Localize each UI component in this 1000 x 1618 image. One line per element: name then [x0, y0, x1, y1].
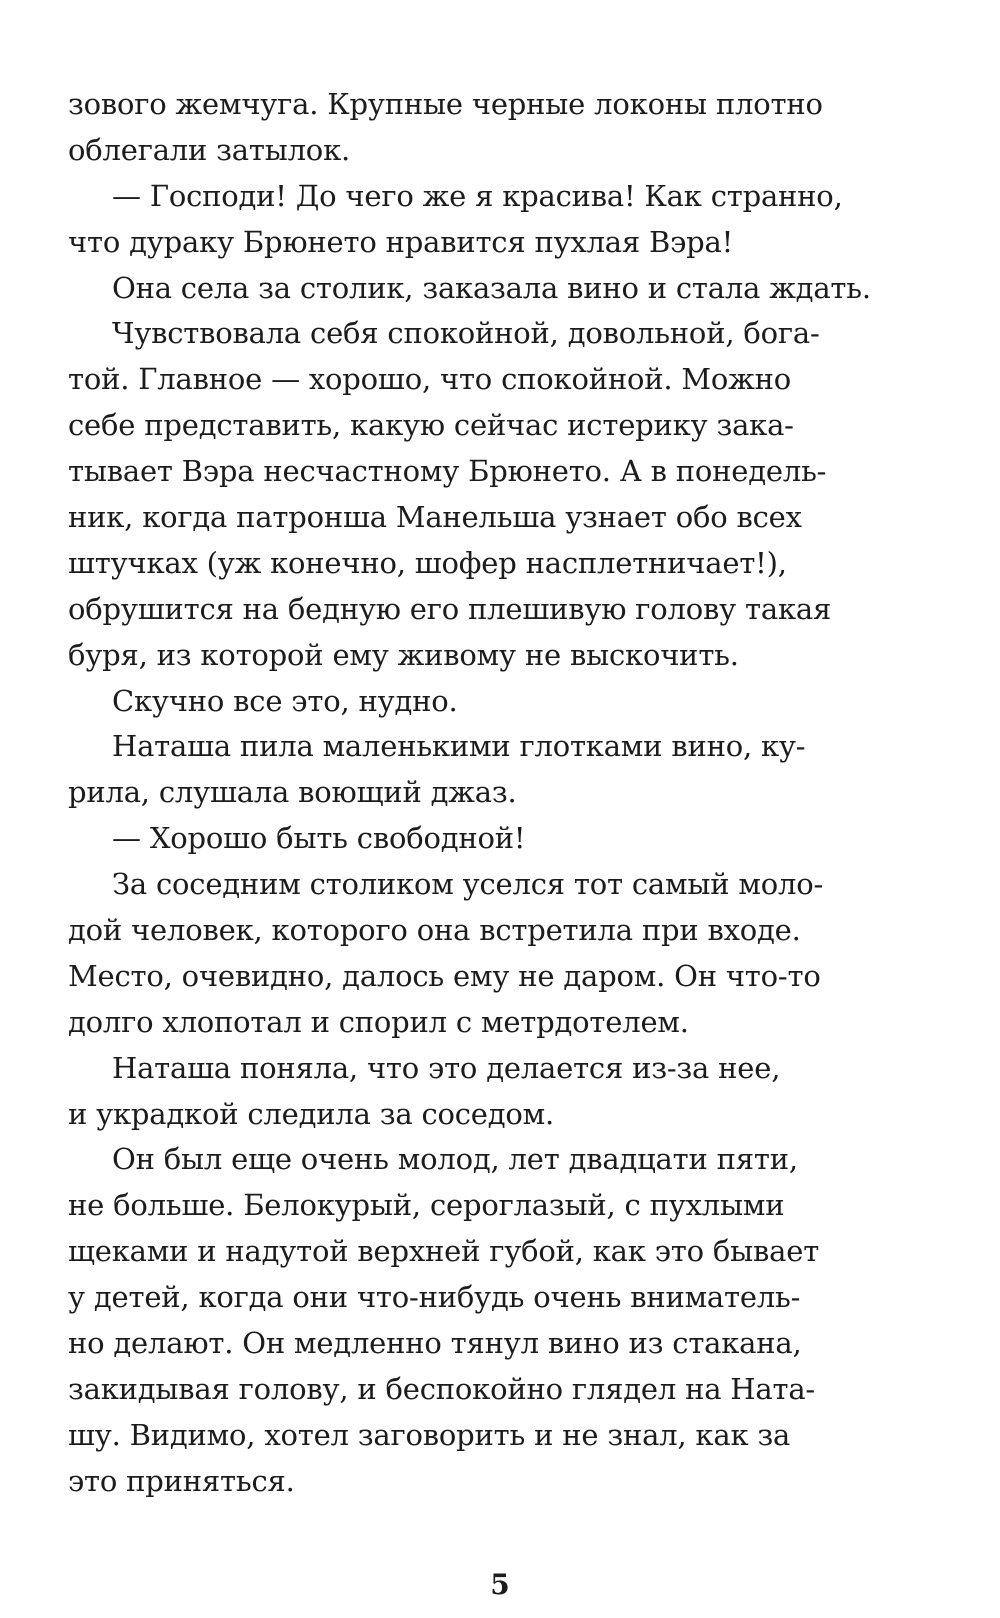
text-line: себе представить, какую сейчас истерику зака- — [68, 408, 794, 443]
text-line: тывает Вэра несчастному Брюнето. А в понедель- — [68, 454, 827, 489]
page-number: 5 — [490, 1568, 510, 1601]
text-line: это приняться. — [68, 1463, 295, 1498]
text-line: закидывая голову, и беспокойно глядел на Ната- — [68, 1371, 816, 1406]
text-line: облегали затылок. — [68, 132, 351, 167]
text-line: Наташа поняла, что это делается из-за нее, — [112, 1050, 781, 1085]
text-line: буря, из которой ему живому не выскочить. — [68, 637, 739, 672]
text-line: рила, слушала воющий джаз. — [68, 775, 517, 810]
text-line: Он был еще очень молод, лет двадцати пяти, — [112, 1142, 798, 1177]
text-line: штучках (уж конечно, шофер насплетничает!), — [68, 545, 787, 580]
text-line: щеками и надутой верхней губой, как это бывает — [68, 1234, 820, 1269]
text-line: — Господи! До чего же я красива! Как странно, — [112, 178, 843, 213]
text-line: той. Главное — хорошо, что спокойной. Можно — [68, 362, 791, 397]
text-line: что дураку Брюнето нравится пухлая Вэра! — [68, 224, 734, 259]
text-line: но делают. Он медленно тянул вино из стакана, — [68, 1326, 802, 1361]
text-line: За соседним столиком уселся тот самый моло- — [112, 867, 824, 902]
text-line: не больше. Белокурый, сероглазый, с пухлыми — [68, 1188, 785, 1223]
text-line: и украдкой следила за соседом. — [68, 1096, 555, 1131]
text-line: Место, очевидно, далось ему не даром. Он что-то — [68, 958, 821, 993]
text-line: ник, когда патронша Манельша узнает обо всех — [68, 500, 802, 535]
text-line: обрушится на бедную его плешивую голову такая — [68, 591, 832, 626]
text-line: шу. Видимо, хотел заговорить и не знал, как за — [68, 1417, 791, 1452]
text-line: дой человек, которого она встретила при входе. — [68, 913, 801, 948]
text-line: Наташа пила маленькими глотками вино, ку- — [112, 729, 806, 764]
text-line: долго хлопотал и спорил с метрдотелем. — [68, 1004, 689, 1039]
text-line: Скучно все это, нудно. — [112, 683, 458, 718]
text-line: у детей, когда они что-нибудь очень вниматель- — [68, 1280, 801, 1315]
text-line: зового жемчуга. Крупные черные локоны плотно — [68, 87, 823, 121]
page-text — [68, 82, 928, 1505]
text-line: — Хорошо быть свободной! — [112, 821, 526, 856]
text-line: Она села за столик, заказала вино и стала ждать. — [112, 270, 871, 305]
text-line: Чувствовала себя спокойной, довольной, бога- — [112, 316, 820, 351]
